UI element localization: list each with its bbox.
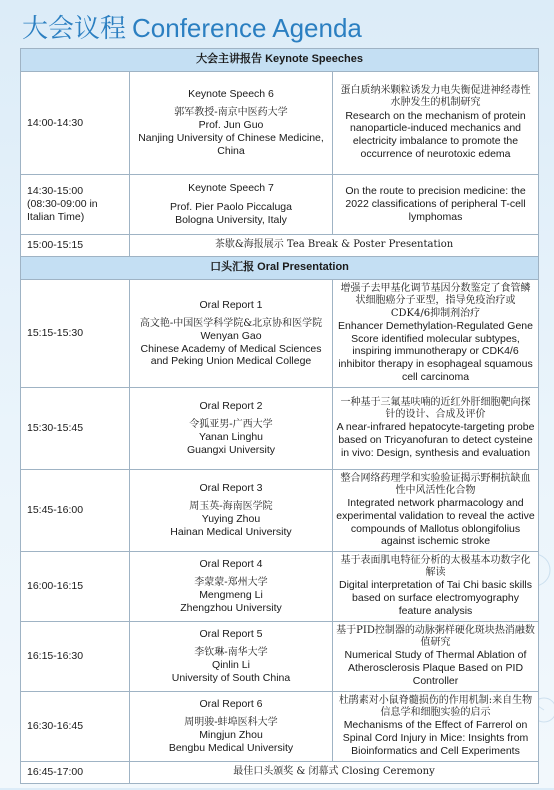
topic-cell — [333, 692, 539, 762]
session-label: Oral Report 5 — [199, 628, 263, 641]
session-label: Oral Report 1 — [199, 298, 263, 311]
topic-en: Enhancer Demethylation-Regulated Gene Score identified molecular subtypes, inspiring immunotherapy or CDK4/6 inhibitor therapy in esophageal squamous cell carcinoma — [338, 319, 533, 383]
break-text: 茶歇&海报展示 Tea Break & Poster Presentation — [130, 235, 539, 257]
time-cell: 16:15-16:30 — [21, 622, 130, 692]
speaker-name-cn: 李钦琳-南华大学 — [194, 647, 268, 658]
agenda-row-keynote-7 — [21, 175, 539, 235]
time-cell: 15:30-15:45 — [21, 388, 130, 470]
speaker-name-en: Prof. Jun Guo — [198, 119, 264, 132]
session-label: Oral Report 4 — [199, 558, 263, 571]
time-cell: 15:45-16:00 — [21, 470, 130, 552]
agenda-row-break — [21, 235, 539, 257]
speaker-affiliation: University of South China — [171, 671, 291, 684]
topic-cn: 增强子去甲基化调节基因分数鉴定了食管鳞状细胞癌分子亚型，指导免疫治疗或CDK4/6抑制剂治疗 — [340, 283, 531, 319]
agenda-row-oral-6 — [21, 692, 539, 762]
topic-cell — [333, 388, 539, 470]
agenda-row-oral-2 — [21, 388, 539, 470]
topic-cn: 基于表面肌电特征分析的太极基本功数字化解读 — [340, 555, 531, 579]
speaker-cell — [130, 388, 333, 470]
oral-section-header: 口头汇报 Oral Presentation — [21, 257, 539, 280]
speaker-name-en: Mengmeng Li — [199, 589, 263, 602]
speaker-name-en: Qinlin Li — [212, 659, 250, 672]
topic-cn: 一种基于三氟基呋喃的近红外肝细胞靶向探针的设计、合成及评价 — [340, 397, 531, 421]
topic-en: Digital interpretation of Tai Chi basic skills based on surface electromyography feature analysis — [339, 579, 532, 618]
agenda-row-oral-5 — [21, 622, 539, 692]
topic-cell — [333, 72, 539, 175]
speaker-affiliation: Hainan Medical University — [170, 525, 292, 538]
topic-cn: 蛋白质纳米颗粒诱发力电失衡促进神经毒性水肿发生的机制研究 — [340, 85, 531, 109]
session-label: Keynote Speech 7 — [188, 182, 274, 195]
topic-cn: 整合网络药理学和实验验证揭示野桐抗缺血性中风活性化合物 — [340, 472, 531, 496]
page-title-cn: 大会议程 — [22, 14, 127, 44]
speaker-name-cn: 令狐亚男-广西大学 — [189, 419, 273, 430]
time-cell: 15:00-15:15 — [21, 235, 130, 257]
speaker-affiliation: Bologna University, Italy — [175, 213, 287, 226]
speaker-name-en: Prof. Pier Paolo Piccaluga — [170, 201, 292, 214]
speaker-affiliation: Nanjing University of Chinese Medicine, China — [138, 132, 324, 157]
topic-en: Numerical Study of Thermal Ablation of Atherosclerosis Plaque Based on PID Controller — [344, 649, 527, 688]
agenda-table — [20, 48, 539, 784]
time-cell: 15:15-15:30 — [21, 280, 130, 388]
session-label: Keynote Speech 6 — [188, 88, 274, 101]
speaker-name-cn: 高文艳-中国医学科学院&北京协和医学院 — [139, 317, 323, 329]
speaker-cell — [130, 175, 333, 235]
speaker-name-en: Mingjun Zhou — [199, 729, 263, 742]
speaker-affiliation: Zhengzhou University — [180, 601, 282, 614]
speaker-cell — [130, 692, 333, 762]
speaker-name-cn: 周玉英-海南医学院 — [189, 501, 273, 512]
time-local-2: Italian Time) — [27, 210, 85, 223]
topic-en: Integrated network pharmacology and experimental validation to reveal the active compounds of Mallotus oblongifolius against ischemic stroke — [336, 497, 535, 548]
time-main: 14:30-15:00 — [27, 185, 84, 198]
session-label: Oral Report 3 — [199, 482, 263, 495]
agenda-row-keynote-6 — [21, 72, 539, 175]
speaker-cell — [130, 280, 333, 388]
session-label: Oral Report 6 — [199, 698, 263, 711]
topic-cell — [333, 470, 539, 552]
session-label: Oral Report 2 — [199, 400, 263, 413]
keynote-section-header: 大会主讲报告 Keynote Speeches — [21, 49, 539, 72]
page-title-en: Conference Agenda — [132, 13, 362, 43]
topic-cell — [333, 175, 539, 235]
speaker-name-cn: 李蒙蒙-郑州大学 — [194, 577, 268, 588]
time-cell: 16:45-17:00 — [21, 762, 130, 784]
speaker-affiliation: Chinese Academy of Medical Sciences and Peking Union Medical College — [140, 342, 322, 368]
agenda-row-closing — [21, 762, 539, 784]
page-title — [22, 8, 362, 45]
topic-cn: 基于PID控制器的动脉粥样硬化斑块热消融数值研究 — [336, 625, 535, 649]
time-cell — [21, 175, 130, 235]
agenda-row-oral-3 — [21, 470, 539, 552]
topic-cell — [333, 280, 539, 388]
agenda-row-oral-1 — [21, 280, 539, 388]
topic-en: On the route to precision medicine: the 2022 classifications of peripheral T-cell lymphomas — [345, 185, 526, 223]
topic-en: A near-infrared hepatocyte-targeting probe based on Tricyanofuran to detect cysteine in vivo: Design, synthesis and evaluation — [336, 421, 535, 460]
time-cell: 16:00-16:15 — [21, 552, 130, 622]
speaker-affiliation: Bengbu Medical University — [168, 741, 294, 754]
topic-cell — [333, 552, 539, 622]
topic-en: Research on the mechanism of protein nanoparticle-induced mechanics and electricity imbalance to promote the occurrence of neurotoxic edema — [345, 109, 526, 160]
speaker-cell — [130, 470, 333, 552]
time-cell: 16:30-16:45 — [21, 692, 130, 762]
speaker-name-en: Yuying Zhou — [201, 513, 261, 526]
speaker-affiliation: Guangxi University — [186, 443, 276, 456]
speaker-cell — [130, 552, 333, 622]
topic-cn: 杜鹃素对小鼠脊髓损伤的作用机制:来自生物信息学和细胞实验的启示 — [338, 695, 533, 719]
speaker-name-en: Wenyan Gao — [200, 329, 262, 342]
time-cell: 14:00-14:30 — [21, 72, 130, 175]
speaker-name-cn: 郭军教授-南京中医药大学 — [174, 107, 288, 119]
speaker-name-cn: 周明骏-蚌埠医科大学 — [184, 717, 278, 728]
speaker-cell — [130, 72, 333, 175]
closing-text: 最佳口头颁奖 & 闭幕式 Closing Ceremony — [130, 762, 539, 784]
agenda-row-oral-4 — [21, 552, 539, 622]
time-local: (08:30-09:00 in — [27, 198, 98, 211]
topic-en: Mechanisms of the Effect of Farrerol on Spinal Cord Injury in Mice: Insights from Bioinformatics and Cell Experiments — [342, 719, 529, 758]
speaker-cell — [130, 622, 333, 692]
topic-cell — [333, 622, 539, 692]
speaker-name-en: Yanan Linghu — [198, 431, 264, 444]
